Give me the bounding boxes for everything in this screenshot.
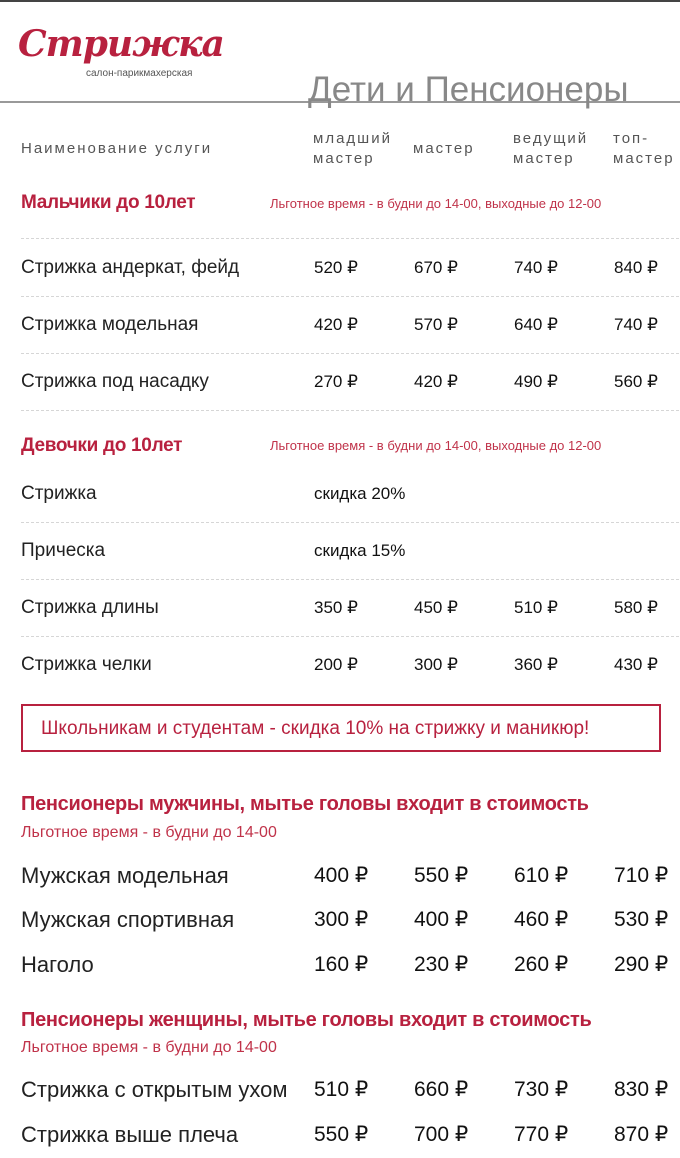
table-row bbox=[21, 854, 679, 898]
section-title-girls: Девочки до 10лет bbox=[21, 435, 183, 456]
table-row bbox=[21, 296, 679, 354]
price-lead: 510 ₽ bbox=[514, 598, 558, 617]
price-lead: 360 ₽ bbox=[514, 655, 558, 674]
header-top-master-line2: мастер bbox=[613, 150, 675, 167]
price-master: 230 ₽ bbox=[414, 953, 469, 976]
table-row bbox=[21, 943, 679, 987]
logo[interactable] bbox=[18, 23, 224, 79]
price-lead: 730 ₽ bbox=[514, 1078, 569, 1101]
price-lead: 260 ₽ bbox=[514, 953, 569, 976]
price-master: 670 ₽ bbox=[414, 258, 458, 277]
price-top: 290 ₽ bbox=[614, 953, 669, 976]
price-junior: 270 ₽ bbox=[314, 372, 358, 391]
section-title-boys: Мальчики до 10лет bbox=[21, 192, 196, 213]
price-top: 560 ₽ bbox=[614, 372, 658, 391]
price-master: 420 ₽ bbox=[414, 372, 458, 391]
promo-banner bbox=[21, 704, 661, 752]
discount-value: скидка 15% bbox=[314, 541, 406, 560]
price-master: 550 ₽ bbox=[414, 864, 469, 887]
table-row bbox=[21, 1113, 679, 1157]
price-top: 830 ₽ bbox=[614, 1078, 669, 1101]
price-lead: 770 ₽ bbox=[514, 1123, 569, 1146]
price-top: 530 ₽ bbox=[614, 908, 669, 931]
service-name: Стрижка андеркат, фейд bbox=[21, 257, 240, 278]
price-top: 710 ₽ bbox=[614, 864, 669, 887]
logo-wordmark: Стрижка bbox=[18, 23, 224, 65]
price-junior: 350 ₽ bbox=[314, 598, 358, 617]
top-border bbox=[0, 0, 680, 2]
price-junior: 200 ₽ bbox=[314, 655, 358, 674]
service-name: Наголо bbox=[21, 952, 94, 977]
price-lead: 490 ₽ bbox=[514, 372, 558, 391]
price-master: 570 ₽ bbox=[414, 315, 458, 334]
section-title-senior-men: Пенсионеры мужчины, мытье головы входит в стоимость bbox=[21, 793, 589, 815]
price-top: 580 ₽ bbox=[614, 598, 658, 617]
price-master: 660 ₽ bbox=[414, 1078, 469, 1101]
price-lead: 640 ₽ bbox=[514, 315, 558, 334]
section-title-senior-women: Пенсионеры женщины, мытье головы входит в стоимость bbox=[21, 1009, 592, 1031]
price-junior: 420 ₽ bbox=[314, 315, 358, 334]
discount-value: скидка 20% bbox=[314, 484, 406, 503]
header-lead-master-line1: ведущий bbox=[513, 130, 589, 147]
service-name: Мужская модельная bbox=[21, 863, 229, 888]
header-lead-master-line2: мастер bbox=[513, 150, 575, 167]
table-row bbox=[21, 636, 679, 693]
price-top: 740 ₽ bbox=[614, 315, 658, 334]
service-name: Стрижка длины bbox=[21, 597, 159, 618]
service-name: Прическа bbox=[21, 540, 106, 561]
header-junior-master bbox=[313, 129, 392, 169]
service-name: Стрижка выше плеча bbox=[21, 1122, 239, 1147]
table-row bbox=[21, 465, 679, 523]
header-service: Наименование услуги bbox=[21, 140, 213, 157]
price-master: 450 ₽ bbox=[414, 598, 458, 617]
service-name: Стрижка челки bbox=[21, 654, 152, 675]
service-name: Мужская спортивная bbox=[21, 907, 235, 932]
price-junior: 550 ₽ bbox=[314, 1123, 369, 1146]
header-junior-master-line2: мастер bbox=[313, 150, 375, 167]
table-row bbox=[21, 898, 679, 942]
promo-text: Школьникам и студентам - скидка 10% на стрижку и маникюр! bbox=[41, 718, 590, 739]
header-top-master bbox=[613, 129, 675, 169]
price-master: 300 ₽ bbox=[414, 655, 458, 674]
price-top: 870 ₽ bbox=[614, 1123, 669, 1146]
header-junior-master-line1: младший bbox=[313, 130, 392, 147]
price-master: 700 ₽ bbox=[414, 1123, 469, 1146]
section-note-girls: Льготное время - в будни до 14-00, выходные до 12-00 bbox=[270, 438, 602, 453]
service-name: Стрижка bbox=[21, 483, 97, 504]
service-name: Стрижка модельная bbox=[21, 314, 199, 335]
price-top: 430 ₽ bbox=[614, 655, 658, 674]
price-junior: 400 ₽ bbox=[314, 864, 369, 887]
price-top: 840 ₽ bbox=[614, 258, 658, 277]
header-lead-master bbox=[513, 129, 588, 169]
table-row bbox=[21, 353, 679, 411]
header-master: мастер bbox=[413, 140, 475, 157]
price-junior: 520 ₽ bbox=[314, 258, 358, 277]
table-row bbox=[21, 239, 679, 297]
table-row bbox=[21, 1068, 679, 1112]
page-title: Дети и Пенсионеры bbox=[308, 70, 629, 109]
price-junior: 510 ₽ bbox=[314, 1078, 369, 1101]
section-note-boys: Льготное время - в будни до 14-00, выходные до 12-00 bbox=[270, 196, 602, 211]
price-master: 400 ₽ bbox=[414, 908, 469, 931]
logo-subtitle: салон-парикмахерская bbox=[86, 68, 193, 79]
section-note-senior-men: Льготное время - в будни до 14-00 bbox=[21, 824, 277, 841]
section-note-senior-women: Льготное время - в будни до 14-00 bbox=[21, 1039, 277, 1056]
price-lead: 460 ₽ bbox=[514, 908, 569, 931]
price-junior: 300 ₽ bbox=[314, 908, 369, 931]
table-row bbox=[21, 579, 679, 637]
service-name: Стрижка под насадку bbox=[21, 371, 209, 392]
price-lead: 740 ₽ bbox=[514, 258, 558, 277]
header-top-master-line1: топ- bbox=[613, 130, 650, 147]
service-name: Стрижка с открытым ухом bbox=[21, 1077, 288, 1102]
table-row bbox=[21, 522, 679, 580]
price-lead: 610 ₽ bbox=[514, 864, 569, 887]
price-junior: 160 ₽ bbox=[314, 953, 369, 976]
